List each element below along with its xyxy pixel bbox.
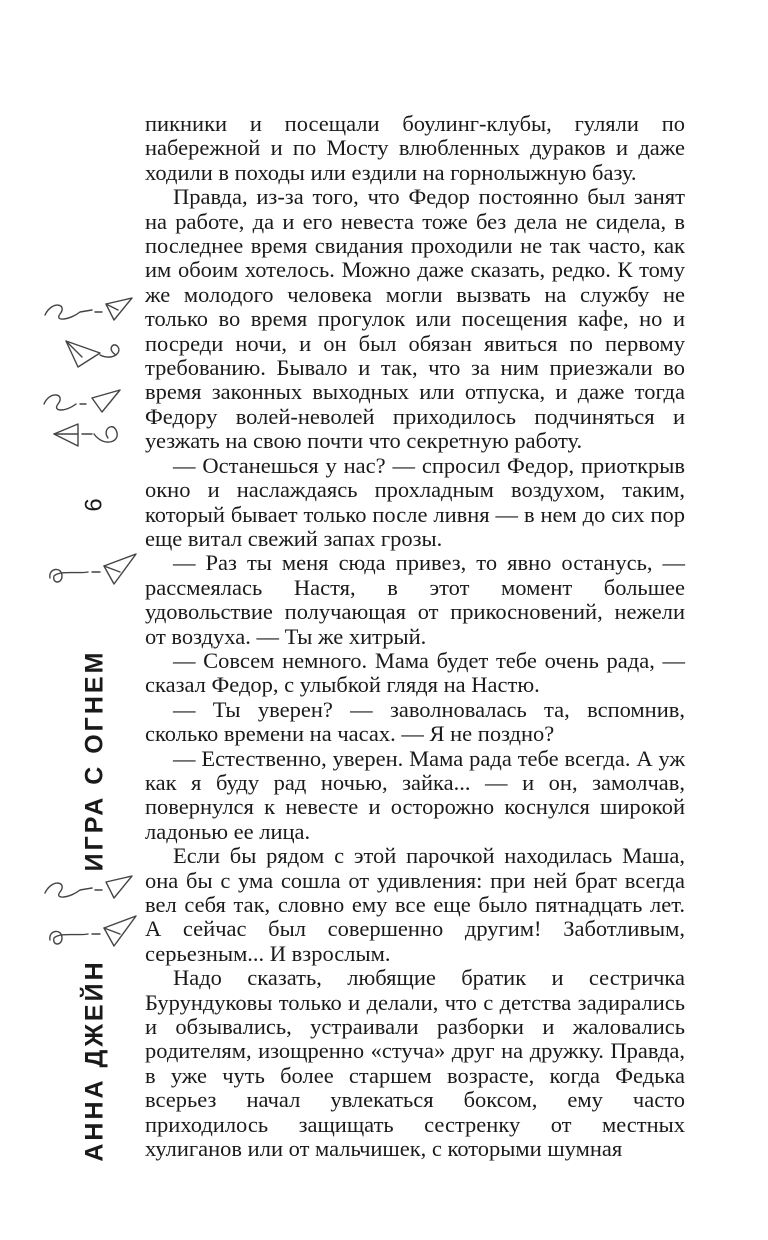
paper-plane-icon (40, 868, 140, 912)
paper-plane-icon (60, 335, 140, 379)
running-title (75, 650, 115, 870)
paragraph: — Останешься у нас? — спросил Федор, приоткрыв окно и наслаждаясь прохладным воздухом, таким, который бывает только после ливня — в нем до сих пор еще витал свежий запах грозы. (145, 452, 685, 551)
paragraph: — Ты уверен? — заволновалась та, вспомнив, сколько времени на часах. — Я не поздно? (145, 696, 685, 747)
page-number-text: 6 (80, 496, 108, 512)
paper-plane-icon (44, 548, 144, 596)
book-title: ИГРА С ОГНЕМ (80, 649, 109, 871)
paragraph: — Совсем немного. Мама будет тебе очень рада, — сказал Федор, с улыбкой глядя на Настю. (145, 647, 685, 698)
paper-plane-icon (48, 418, 138, 458)
paragraph: пикники и посещали боулинг-клубы, гуляли по набережной и по Мосту влюбленных дураков и даже ходили в походы или ездили на горнолыжную базу. (145, 111, 685, 185)
paragraph: Правда, из-за того, что Федор постоянно был занят на работе, да и его невеста тоже без дела не сидела, в последнее время свидания проходили не так часто, как им обоим хотелось. Можно даже сказать, редко. К тому же молодого человека могли вызвать на службу не только во время прогулок или посещения кафе, но и посреди ночи, и он был обязан явиться по первому требованию. Бывало и так, что за ним приезжали во время законных выходных или отпуска, и даже тогда Федору волей-неволей приходилось подчиняться и уезжать на свою почти что секретную работу. (145, 184, 685, 454)
paragraph: — Раз ты меня сюда привез, то явно останусь, — рассмеялась Настя, в этот момент большее удовольствие получающая от прикосновений, нежели от воздуха. — Ты же хитрый. (145, 550, 685, 649)
author-name: АННА ДЖЕЙН (80, 958, 109, 1162)
body-text (145, 112, 685, 1161)
paragraph: — Естественно, уверен. Мама рада тебе всегда. А уж как я буду рад ночью, зайка... — и он, замолчав, повернулся к невесте и осторожно коснулся широкой ладонью ее лица. (145, 745, 685, 844)
paragraph: Если бы рядом с этой парочкой находилась Маша, она бы с ума сошла от удивления: при ней брат всегда вел себя так, словно ему все еще было пятнадцать лет. А сейчас был совершенно другим! Заботливым, серьезным... И взрослым. (145, 843, 685, 966)
running-author (75, 950, 115, 1170)
page-number (75, 484, 115, 524)
paragraph: Надо сказать, любящие братик и сестричка Бурундуковы только и делали, что с детства задирались и обзывались, устраивали разборки и жаловались родителям, изощренно «стуча» друг на дружку. Правда, в уже чуть более старшем возрасте, когда Федька всерьез начал увлекаться боксом, ему часто приходилось защищать сестренку от местных хулиганов или от мальчишек, с которыми шумная (145, 965, 685, 1162)
paper-plane-icon (40, 290, 140, 334)
